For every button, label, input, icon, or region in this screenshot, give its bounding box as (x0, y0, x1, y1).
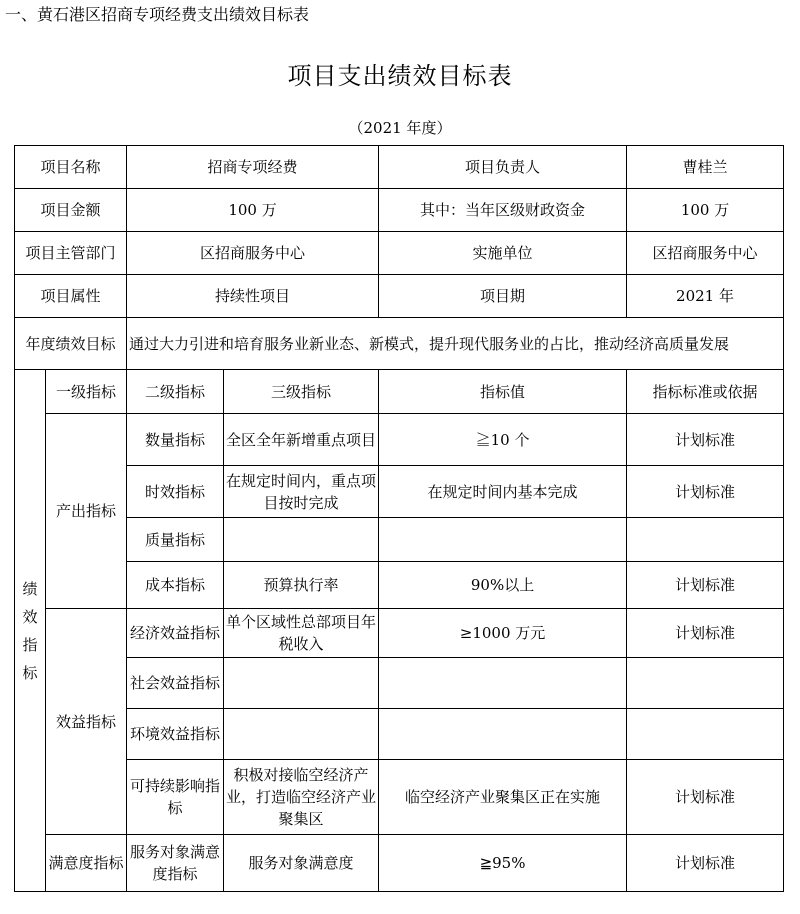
project-attribute-label: 项目属性 (15, 275, 127, 318)
table-row (15, 189, 784, 232)
table-header-row (15, 370, 784, 414)
level3-cell: 全区全年新增重点项目 (224, 414, 379, 466)
project-period-label: 项目期 (379, 275, 627, 318)
implementing-unit-label: 实施单位 (379, 232, 627, 275)
header-value: 指标值 (379, 370, 627, 414)
project-attribute-value: 持续性项目 (127, 275, 379, 318)
side-char: 指 (22, 635, 38, 654)
project-leader-value: 曹桂兰 (627, 146, 784, 189)
basis-cell: 计划标准 (627, 835, 784, 892)
project-amount-label: 项目金额 (15, 189, 127, 232)
year-label: （2021 年度） (348, 119, 452, 137)
level3-cell: 单个区域性总部项目年税收入 (224, 609, 379, 658)
value-cell (379, 518, 627, 562)
value-cell: 在规定时间内基本完成 (379, 466, 627, 518)
basis-cell (627, 518, 784, 562)
level3-cell: 在规定时间内，重点项目按时完成 (224, 466, 379, 518)
header-level2: 二级指标 (127, 370, 224, 414)
section-heading: 一、黄石港区招商专项经费支出绩效目标表 (5, 5, 310, 24)
output-indicator-label: 产出指标 (46, 414, 127, 609)
basis-cell: 计划标准 (627, 466, 784, 518)
basis-cell: 计划标准 (627, 414, 784, 466)
value-cell: 90%以上 (379, 562, 627, 609)
table-row (15, 414, 784, 466)
side-char: 标 (22, 663, 38, 682)
performance-side-label (15, 370, 46, 892)
level2-cell: 数量指标 (127, 414, 224, 466)
table-row (15, 658, 784, 709)
basis-cell: 计划标准 (627, 609, 784, 658)
value-cell: ≧95% (379, 835, 627, 892)
supervising-dept-value: 区招商服务中心 (127, 232, 379, 275)
header-level3: 三级指标 (224, 370, 379, 414)
level2-cell: 质量指标 (127, 518, 224, 562)
page-title: 项目支出绩效目标表 (287, 62, 513, 90)
annual-goal-value: 通过大力引进和培育服务业新业态、新模式，提升现代服务业的占比，推动经济高质量发展 (127, 318, 784, 370)
level2-cell: 经济效益指标 (127, 609, 224, 658)
table-row (15, 232, 784, 275)
table-row (15, 146, 784, 189)
basis-cell: 计划标准 (627, 760, 784, 835)
level3-cell (224, 658, 379, 709)
value-cell: 临空经济产业聚集区正在实施 (379, 760, 627, 835)
header-basis: 指标标准或依据 (627, 370, 784, 414)
side-char: 效 (22, 607, 38, 626)
table-row (15, 466, 784, 518)
level3-cell: 预算执行率 (224, 562, 379, 609)
basis-cell (627, 658, 784, 709)
level3-cell: 服务对象满意度 (224, 835, 379, 892)
table-row (15, 318, 784, 370)
supervising-dept-label: 项目主管部门 (15, 232, 127, 275)
performance-table (14, 145, 784, 892)
satisfaction-indicator-label: 满意度指标 (46, 835, 127, 892)
basis-cell: 计划标准 (627, 562, 784, 609)
fiscal-fund-label: 其中：当年区级财政资金 (379, 189, 627, 232)
level3-cell (224, 518, 379, 562)
project-name-value: 招商专项经费 (127, 146, 379, 189)
level2-cell: 服务对象满意度指标 (127, 835, 224, 892)
project-period-value: 2021 年 (627, 275, 784, 318)
level2-cell: 成本指标 (127, 562, 224, 609)
project-leader-label: 项目负责人 (379, 146, 627, 189)
level2-cell: 环境效益指标 (127, 709, 224, 760)
level2-cell: 社会效益指标 (127, 658, 224, 709)
value-cell: ≧10 个 (379, 414, 627, 466)
annual-goal-label: 年度绩效目标 (15, 318, 127, 370)
table-row (15, 518, 784, 562)
basis-cell (627, 709, 784, 760)
table-row (15, 835, 784, 892)
table-row (15, 709, 784, 760)
project-amount-value: 100 万 (127, 189, 379, 232)
header-level1: 一级指标 (46, 370, 127, 414)
level3-cell (224, 709, 379, 760)
table-row (15, 562, 784, 609)
project-name-label: 项目名称 (15, 146, 127, 189)
level2-cell: 时效指标 (127, 466, 224, 518)
table-row (15, 609, 784, 658)
table-row (15, 760, 784, 835)
implementing-unit-value: 区招商服务中心 (627, 232, 784, 275)
level3-cell: 积极对接临空经济产业，打造临空经济产业聚集区 (224, 760, 379, 835)
table-row (15, 275, 784, 318)
benefit-indicator-label: 效益指标 (46, 609, 127, 835)
value-cell (379, 709, 627, 760)
value-cell (379, 658, 627, 709)
fiscal-fund-value: 100 万 (627, 189, 784, 232)
side-char: 绩 (22, 579, 38, 598)
level2-cell: 可持续影响指标 (127, 760, 224, 835)
value-cell: ≥1000 万元 (379, 609, 627, 658)
